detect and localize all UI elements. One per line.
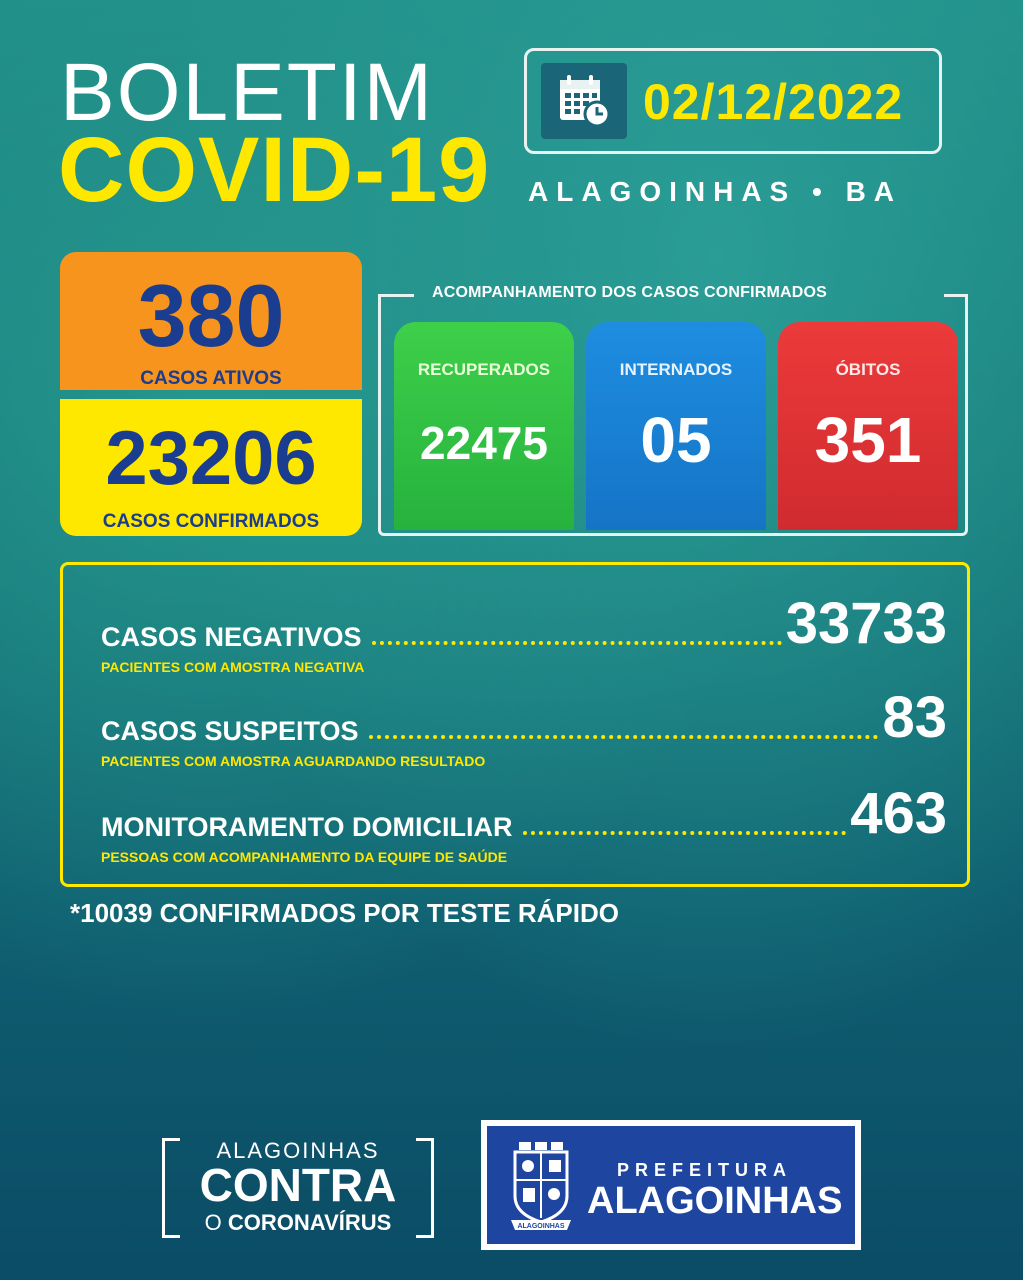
active-cases-box xyxy=(60,252,362,390)
stats-box xyxy=(60,562,970,887)
recovered-value: 22475 xyxy=(420,417,548,469)
logo-contra-main: CONTRA xyxy=(199,1159,397,1211)
stat-description: PACIENTES COM AMOSTRA NEGATIVA xyxy=(101,659,365,675)
rapid-test-footnote: *10039 CONFIRMADOS POR TESTE RÁPIDO xyxy=(70,898,619,928)
confirmed-cases-value: 23206 xyxy=(105,416,317,501)
date-box xyxy=(524,48,942,154)
stat-value: 83 xyxy=(882,685,947,750)
logo-contra-bottom: O CORONAVÍRUS xyxy=(204,1210,392,1235)
hospitalized-label: INTERNADOS xyxy=(619,360,733,379)
dotted-leader xyxy=(372,641,782,645)
recovered-label: RECUPERADOS xyxy=(417,360,551,379)
stat-row-home-monitoring xyxy=(101,781,947,865)
dotted-leader xyxy=(523,831,847,835)
stat-description: PESSOAS COM ACOMPANHAMENTO DA EQUIPE DE SAÚDE xyxy=(101,849,508,865)
confirmed-cases-label: CASOS CONFIRMADOS xyxy=(102,511,320,532)
stat-name: MONITORAMENTO DOMICILIAR xyxy=(101,812,513,842)
prefeitura-label: PREFEITURA xyxy=(617,1160,793,1180)
stat-row-suspected xyxy=(101,685,947,769)
stat-description: PACIENTES COM AMOSTRA AGUARDANDO RESULTADO xyxy=(101,753,486,769)
prefeitura-logo xyxy=(481,1120,861,1250)
stat-name: CASOS SUSPEITOS xyxy=(101,716,359,746)
stat-value: 33733 xyxy=(785,591,947,656)
tracking-frame-top-right xyxy=(944,294,968,297)
hospitalized-value: 05 xyxy=(640,404,712,476)
location-label: ALAGOINHAS • BA xyxy=(528,176,903,207)
logo-contra-top: ALAGOINHAS xyxy=(216,1138,380,1163)
confirmed-cases-box xyxy=(60,399,362,536)
active-cases-label: CASOS ATIVOS xyxy=(140,368,282,389)
tracking-frame-top-left xyxy=(378,294,414,297)
stat-name: CASOS NEGATIVOS xyxy=(101,622,362,652)
bulletin-date: 02/12/2022 xyxy=(643,74,904,130)
title-boletim: BOLETIM xyxy=(60,47,434,138)
deaths-value: 351 xyxy=(814,404,922,476)
recovered-card xyxy=(394,322,574,530)
svg-text:ALAGOINHAS: ALAGOINHAS xyxy=(517,1223,565,1230)
stat-row-negative xyxy=(101,591,947,675)
active-cases-value: 380 xyxy=(137,266,285,365)
tracking-title: ACOMPANHAMENTO DOS CASOS CONFIRMADOS xyxy=(432,284,828,301)
calendar-clock-icon xyxy=(541,63,627,139)
city-crest-icon xyxy=(509,1140,573,1239)
deaths-label: ÓBITOS xyxy=(835,360,901,379)
title-covid: COVID-19 xyxy=(58,119,491,221)
dotted-leader xyxy=(369,735,879,739)
deaths-card xyxy=(778,322,958,530)
hospitalized-card xyxy=(586,322,766,530)
contra-coronavirus-logo xyxy=(162,1138,434,1238)
stat-value: 463 xyxy=(850,781,947,846)
prefeitura-city: ALAGOINHAS xyxy=(587,1180,843,1222)
